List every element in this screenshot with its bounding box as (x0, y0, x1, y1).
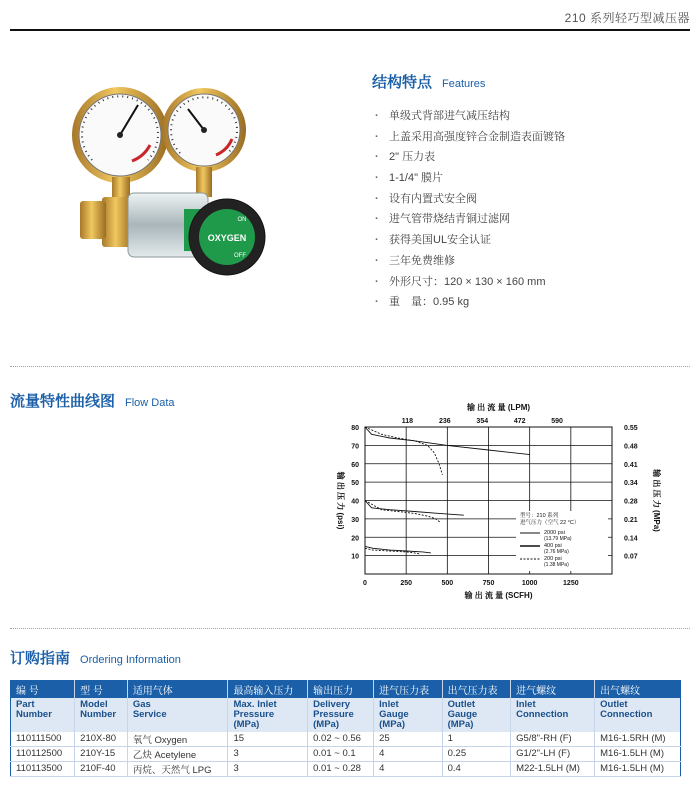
column-header-cn: 出气螺纹 (595, 681, 681, 698)
right-tick-label: 0.14 (624, 535, 638, 543)
table-cell: 0.01 ~ 0.28 (308, 761, 374, 776)
right-tick-label: 0.28 (624, 498, 638, 506)
column-header-en: Delivery Pressure (MPa) (308, 698, 374, 732)
feature-item: · 1-1/4" 膜片 (375, 168, 565, 189)
right-tick-label: 0.55 (624, 425, 638, 432)
x-tick-label: 0 (363, 580, 367, 587)
feature-item: · 设有内置式安全阀 (375, 189, 565, 210)
top-tick-label: 472 (513, 418, 526, 425)
legend-sublabel: (13.79 MPa) (544, 536, 572, 542)
table-cell: 110111500 (11, 732, 75, 747)
x-tick-label: 500 (441, 580, 454, 587)
right-tick-label: 0.34 (624, 480, 638, 488)
feature-item: · 获得美国UL安全认证 (375, 230, 565, 251)
inlet-gauge (72, 87, 168, 183)
right-tick-label: 0.48 (624, 443, 638, 451)
features-title: 结构特点 Features (372, 74, 486, 91)
table-cell: M16-1.5LH (M) (595, 746, 681, 761)
section-divider (10, 366, 690, 367)
column-header-cn: 最高输入压力 (228, 681, 308, 698)
table-cell: 3 (228, 746, 308, 761)
column-header-en: Part Number (11, 698, 75, 732)
feature-item: · 2" 压力表 (375, 147, 565, 168)
y-tick-label: 80 (351, 425, 359, 432)
table-cell: 氧气 Oxygen (127, 732, 228, 747)
table-cell: G1/2"-LH (F) (511, 746, 595, 761)
bottom-axis-title: 输 出 流 量 (SCFH) (464, 591, 533, 600)
right-tick-label: 0.21 (624, 516, 638, 524)
svg-text:OFF: OFF (234, 253, 246, 259)
column-header-cn: 出气压力表 (442, 681, 510, 698)
section-divider (10, 628, 690, 629)
ordering-table (10, 680, 681, 777)
table-cell: 210F-40 (75, 761, 128, 776)
table-cell: 乙炔 Acetylene (127, 746, 228, 761)
x-tick-label: 750 (482, 580, 495, 587)
y-tick-label: 40 (351, 498, 359, 506)
column-header-en: Outlet Gauge (MPa) (442, 698, 510, 732)
feature-item: · 三年免费维修 (375, 251, 565, 272)
column-header-cn: 进气压力表 (374, 681, 442, 698)
table-row (11, 761, 681, 776)
column-header-cn: 输出压力 (308, 681, 374, 698)
table-cell: 0.25 (442, 746, 510, 761)
table-cell: 0.4 (442, 761, 510, 776)
feature-item: · 重 量：0.95 kg (375, 292, 565, 313)
page-header-title: 210 系列轻巧型减压器 (564, 11, 690, 25)
table-cell: 3 (228, 761, 308, 776)
top-tick-label: 118 (401, 418, 414, 425)
table-cell: 110112500 (11, 746, 75, 761)
column-header-cn: 适用气体 (127, 681, 228, 698)
column-header-cn: 型 号 (75, 681, 128, 698)
table-row (11, 732, 681, 747)
column-header-cn: 进气螺纹 (511, 681, 595, 698)
features-list (375, 106, 565, 313)
table-cell: 25 (374, 732, 442, 747)
flow-chart (320, 397, 665, 602)
right-tick-label: 0.07 (624, 553, 638, 561)
column-header-en: Inlet Connection (511, 698, 595, 732)
ordering-title: 订购指南 Ordering Information (10, 650, 181, 667)
table-cell: 丙烷、天然气 LPG (127, 761, 228, 776)
column-header-en: Inlet Gauge (MPa) (374, 698, 442, 732)
y-tick-label: 10 (351, 553, 359, 561)
adjusting-knob (189, 199, 265, 275)
table-cell: 210X-80 (75, 732, 128, 747)
column-header-en: Max. Inlet Pressure (MPa) (228, 698, 308, 732)
feature-item: · 单级式背部进气减压结构 (375, 106, 565, 127)
table-cell: M16-1.5RH (M) (595, 732, 681, 747)
oxygen-label: OXYGEN (207, 233, 247, 243)
y-axis-title-right: 输 出 压 力 (MPa) (652, 469, 661, 532)
table-cell: 0.01 ~ 0.1 (308, 746, 374, 761)
top-tick-label: 354 (476, 418, 489, 425)
column-header-en: Model Number (75, 698, 128, 732)
top-tick-label: 590 (551, 418, 563, 425)
y-tick-label: 30 (351, 516, 359, 524)
y-axis-title-left: 输 出 压 力 (psi) (336, 471, 345, 530)
regulator-illustration (62, 75, 272, 285)
y-tick-label: 60 (351, 461, 359, 469)
feature-item: · 外形尺寸：120 × 130 × 160 mm (375, 272, 565, 293)
legend-sublabel: (2.76 MPa) (544, 549, 569, 555)
legend-title: 型号：210 系列 (520, 513, 559, 519)
x-tick-label: 1000 (521, 580, 538, 587)
legend-subtitle: 进气压力（空气 22 °C） (520, 520, 580, 526)
legend-label: 200 psi (544, 556, 562, 562)
column-header-en: Gas Service (127, 698, 228, 732)
outlet-gauge (162, 88, 246, 172)
table-cell: M22-1.5LH (M) (511, 761, 595, 776)
x-tick-label: 1250 (563, 580, 579, 587)
y-tick-label: 70 (351, 443, 359, 451)
legend-label: 2000 psi (544, 530, 565, 536)
top-tick-label: 236 (439, 418, 451, 425)
header-rule (10, 29, 690, 31)
table-cell: 4 (374, 746, 442, 761)
table-cell: 4 (374, 761, 442, 776)
table-cell: M16-1.5LH (M) (595, 761, 681, 776)
table-cell: 0.02 ~ 0.56 (308, 732, 374, 747)
legend-sublabel: (1.38 MPa) (544, 562, 569, 568)
flow-data-title: 流量特性曲线图 Flow Data (10, 393, 175, 410)
y-tick-label: 50 (351, 480, 359, 488)
x-tick-label: 250 (400, 580, 413, 587)
legend-label: 400 psi (544, 543, 562, 549)
table-cell: 1 (442, 732, 510, 747)
table-row (11, 746, 681, 761)
feature-item: · 进气管带烧结青铜过滤网 (375, 209, 565, 230)
top-axis-title: 输 出 流 量 (LPM) (466, 403, 531, 412)
y-tick-label: 20 (351, 535, 359, 543)
table-cell: G5/8"-RH (F) (511, 732, 595, 747)
table-cell: 210Y-15 (75, 746, 128, 761)
feature-item: · 上盖采用高强度锌合金制造表面镀铬 (375, 127, 565, 148)
column-header-en: Outlet Connection (595, 698, 681, 732)
table-cell: 110113500 (11, 761, 75, 776)
table-cell: 15 (228, 732, 308, 747)
right-tick-label: 0.41 (624, 461, 638, 469)
column-header-cn: 编 号 (11, 681, 75, 698)
svg-text:ON: ON (237, 217, 247, 223)
